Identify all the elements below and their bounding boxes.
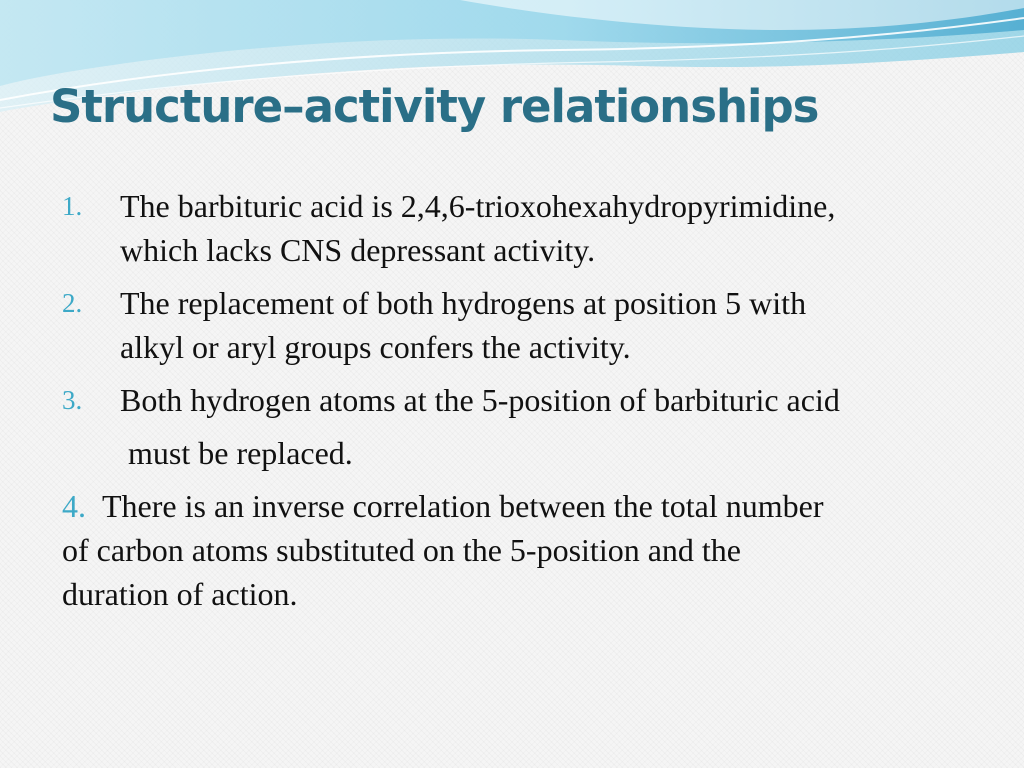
- list-item-2: [62, 281, 1002, 369]
- list-item-line: The barbituric acid is 2,4,6-trioxohexahydropyrimidine,: [120, 188, 836, 224]
- list-item-line: must be replaced.: [128, 435, 353, 471]
- list-number-2: 2.: [62, 288, 83, 318]
- list-item-line: duration of action.: [62, 576, 298, 612]
- list-number-3: 3.: [62, 385, 83, 415]
- slide-title: Structure–activity relationships: [50, 80, 819, 133]
- list-item-line: The replacement of both hydrogens at position 5 with: [120, 285, 807, 321]
- list-item-line: which lacks CNS depressant activity.: [120, 232, 596, 268]
- list-item-1: [62, 184, 1002, 272]
- list-item-line: Both hydrogen atoms at the 5-position of barbituric acid: [120, 382, 840, 418]
- list-item-text: [120, 378, 1002, 475]
- list-number-1: 1.: [62, 191, 83, 221]
- list-item-3: [62, 378, 1002, 475]
- list-item-text: [120, 281, 1002, 369]
- list-item-line: of carbon atoms substituted on the 5-position and the: [62, 532, 741, 568]
- list-item-line: alkyl or aryl groups confers the activity.: [120, 329, 631, 365]
- list-item-first-line: There is an inverse correlation between the total number: [102, 488, 824, 524]
- list-item-text: [120, 184, 1002, 272]
- list-item-4: [62, 484, 1002, 616]
- list-number-4: 4.: [62, 488, 86, 524]
- list-item-line: [62, 484, 1002, 528]
